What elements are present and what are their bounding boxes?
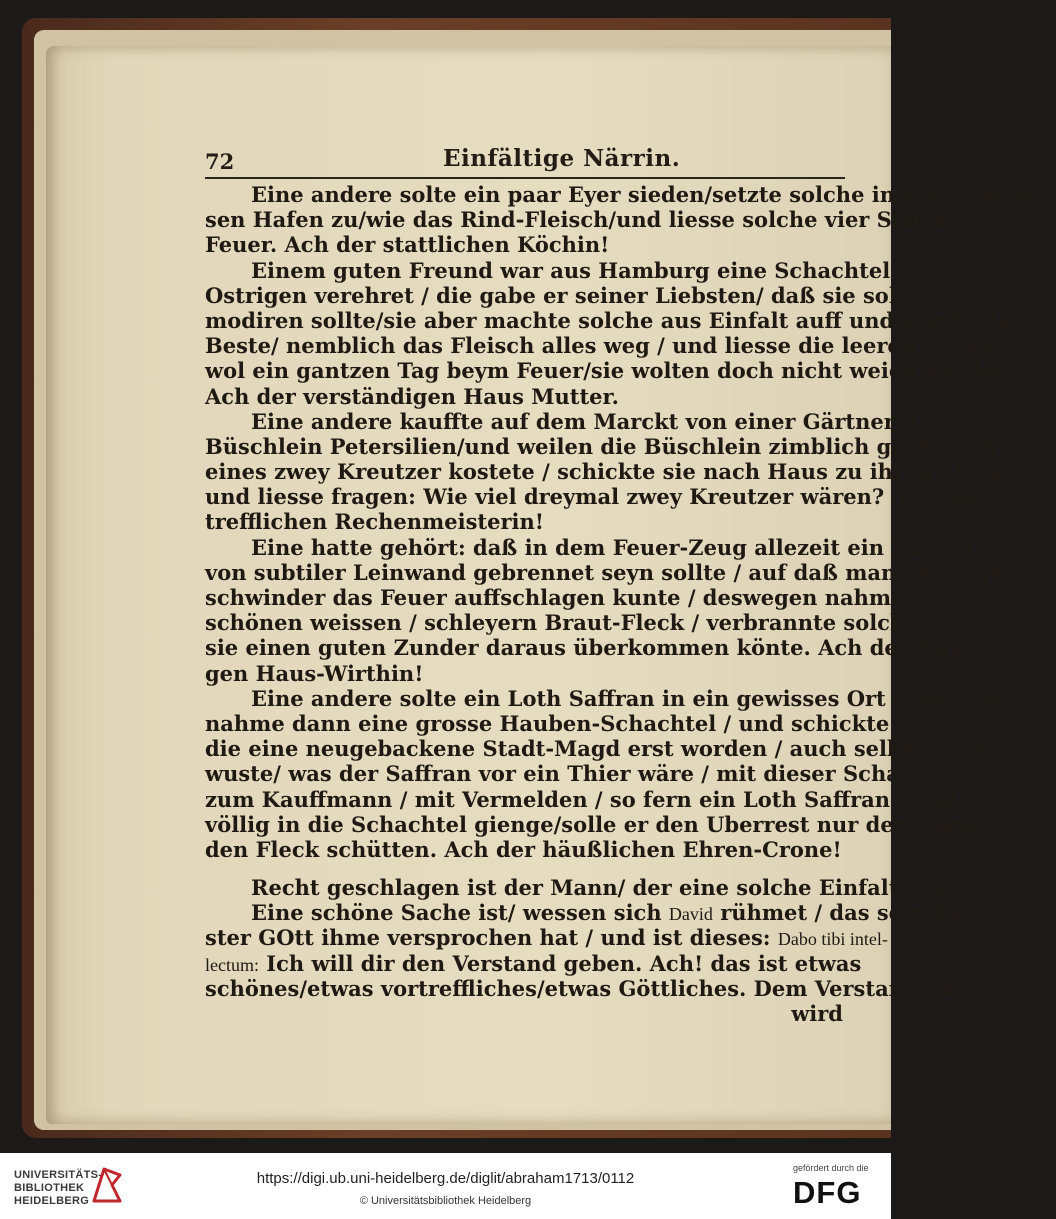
library-name-line: BIBLIOTHEK xyxy=(14,1182,85,1194)
text-line: zum Kauffmann / mit Vermelden / so fern ein Loth Saffran nicht xyxy=(205,786,959,812)
text-segment: Ich will dir den Verstand geben. Ach! das ist etwas xyxy=(266,950,862,976)
text-line-with-antiqua xyxy=(205,950,862,976)
text-line: schönen weissen / schleyern Braut-Fleck / verbrannte solchen / daß xyxy=(205,610,1001,636)
text-line: modiren sollte/sie aber machte solche aus Einfalt auff und warffe das xyxy=(205,307,1023,333)
text-line: Eine andere kauffte auf dem Marckt von einer Gärtnerin drey xyxy=(251,408,977,434)
text-line: Büschlein Petersilien/und weilen die Büschlein zimblich groß/auch xyxy=(205,433,997,459)
text-line-with-antiqua xyxy=(205,900,986,926)
text-line: nahme dann eine grosse Hauben-Schachtel / und schickte die Magd / xyxy=(205,710,1022,736)
text-line: schönes/etwas vortreffliches/etwas Göttliches. Dem Verstand nach xyxy=(205,975,983,1001)
text-line: gen Haus-Wirthin! xyxy=(205,660,424,686)
text-line-with-antiqua xyxy=(205,925,888,951)
text-line: Feuer. Ach der stattlichen Köchin! xyxy=(205,232,610,258)
text-segment: rühmet / das sein lieb- xyxy=(720,900,986,926)
text-line: sie einen guten Zunder daraus überkommen könte. Ach der fürsichti- xyxy=(205,635,1026,661)
latin-quote: Dabo tibi intel- xyxy=(777,929,888,950)
text-segment: Eine schöne Sache ist/ wessen sich xyxy=(251,900,662,926)
text-line: Ostrigen verehret / die gabe er seiner Liebsten/ daß sie solche acco- xyxy=(205,282,1008,308)
antiqua-name: David xyxy=(668,904,713,925)
text-line: Recht geschlagen ist der Mann/ der eine solche Einfalt bekombt. xyxy=(251,875,1017,901)
text-line: Ach der verständigen Haus Mutter. xyxy=(205,383,619,409)
text-line: den Fleck schütten. Ach der häußlichen Ehren-Crone! xyxy=(205,836,842,862)
funded-by-label: gefördert durch die xyxy=(793,1163,869,1173)
catchword: wird xyxy=(791,1001,843,1026)
library-name-line: HEIDELBERG xyxy=(14,1195,90,1207)
text-line: wol ein gantzen Tag beym Feuer/sie wolten doch nicht weich werden. xyxy=(205,358,1018,384)
text-line: Beste/ nemblich das Fleisch alles weg / und liesse die leeren Schalen xyxy=(205,333,1017,359)
latin-quote: lectum: xyxy=(205,954,259,975)
text-line: sen Hafen zu/wie das Rind-Fleisch/und liesse solche vier Stund beym xyxy=(205,207,1017,233)
text-line: die eine neugebackene Stadt-Magd erst worden / auch selbst nicht xyxy=(205,736,992,762)
text-line: eines zwey Kreutzer kostete / schickte sie nach Haus zu ihren Liebsten / xyxy=(205,459,1056,485)
library-name-line: UNIVERSITÄTS- xyxy=(14,1169,103,1181)
text-line: trefflichen Rechenmeisterin! xyxy=(205,509,545,535)
page-url-link[interactable]: https://digi.ub.uni-heidelberg.de/diglit/abraham1713/0112 xyxy=(256,1170,635,1187)
copyright-notice: © Universitätsbibliothek Heidelberg xyxy=(359,1195,532,1207)
viewer-footer xyxy=(0,1153,891,1219)
dfg-logo: DFG xyxy=(793,1175,862,1210)
running-title: Einfältige Närrin. xyxy=(443,145,681,172)
text-line: Eine hatte gehört: daß in dem Feuer-Zeug allezeit ein Zunder xyxy=(251,534,977,560)
page-number: 72 xyxy=(205,149,235,174)
text-line: wuste/ was der Saffran vor ein Thier wäre / mit dieser Schachtel xyxy=(205,761,959,787)
text-segment: ster GOtt ihme versprochen hat / und ist dieses: xyxy=(205,925,771,951)
text-line: Einem guten Freund war aus Hamburg eine Schachtel mit xyxy=(251,257,938,283)
paragraph-gap xyxy=(205,862,845,875)
text-line: von subtiler Leinwand gebrennet seyn sollte / auf daß man desto ge- xyxy=(205,559,1012,585)
text-line: und liesse fragen: Wie viel dreymal zwey Kreutzer wären? Ach der xyxy=(205,484,983,510)
text-line: Eine andere solte ein paar Eyer sieden/setzte solche in einem gros- xyxy=(251,182,1043,207)
text-line: völlig in die Schachtel gienge/solle er den Uberrest nur der Magd in xyxy=(205,811,1009,837)
page-header xyxy=(205,143,845,179)
text-line: schwinder das Feuer auffschlagen kunte / deswegen nahme sie ihren xyxy=(205,585,1016,610)
text-line: Eine andere solte ein Loth Saffran in ein gewisses Ort schicken/ xyxy=(251,685,1005,711)
body-text xyxy=(205,182,1056,1026)
